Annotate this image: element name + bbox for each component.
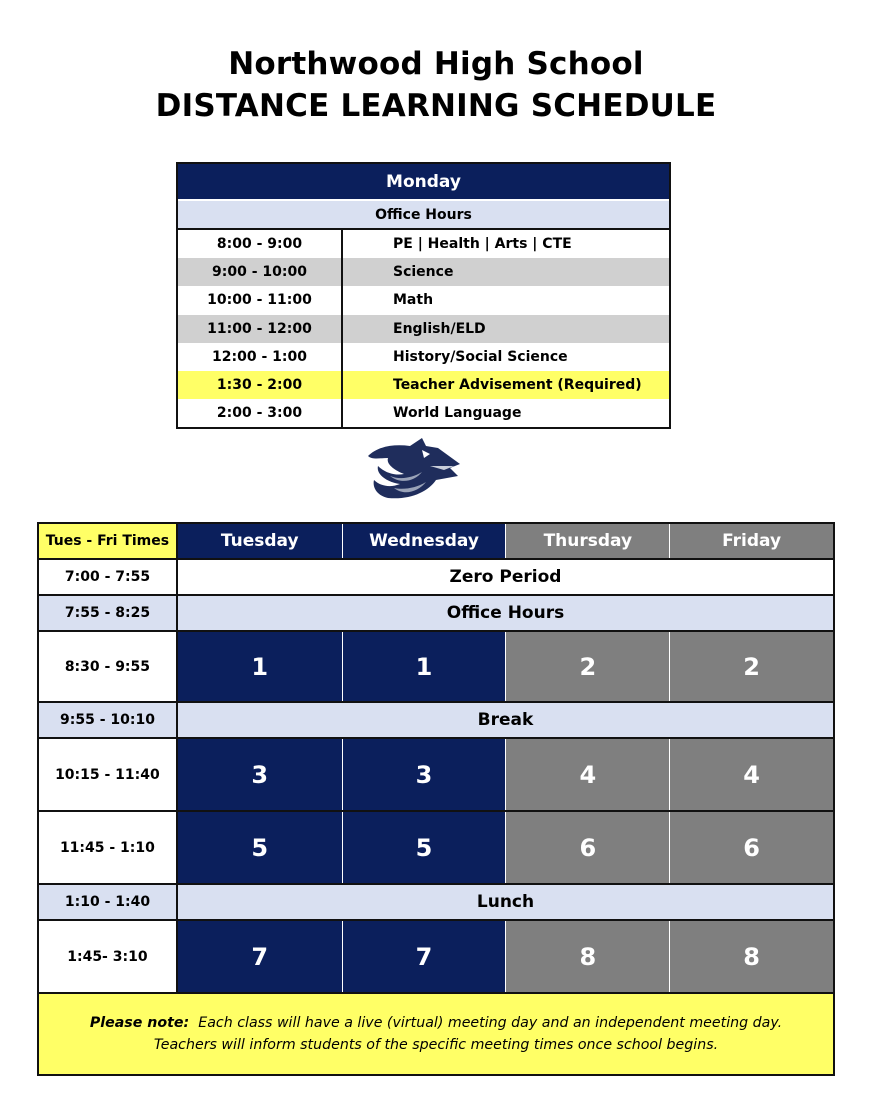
period-cell: 3 [178,739,342,810]
break: Break [178,703,833,737]
period-cell: 1 [178,632,342,701]
table-row [39,632,833,703]
day-header-wednesday: Wednesday [342,524,506,558]
zero-period: Zero Period [178,560,833,594]
time-slot: 8:30 - 9:55 [39,632,178,701]
monday-office-hours: Office Hours [178,201,669,230]
table-row [39,812,833,885]
time-slot: 7:00 - 7:55 [39,560,178,594]
wolf-head-icon [364,436,468,502]
school-name: Northwood High School [228,46,644,82]
monday-subject: Math [393,292,434,309]
monday-subject: Teacher Advisement (Required) [393,377,642,394]
monday-subject: PE | Health | Arts | CTE [393,236,572,253]
times-header: Tues - Fri Times [39,524,178,558]
table-row [39,885,833,921]
monday-row [178,286,669,314]
period-cell: 1 [342,632,506,701]
time-slot: 7:55 - 8:25 [39,596,178,630]
monday-header: Monday [178,164,669,201]
table-row [39,703,833,739]
table-row [39,560,833,596]
monday-row [178,343,669,371]
monday-subject: English/ELD [393,320,486,337]
period-cell: 2 [505,632,669,701]
table-row [39,739,833,812]
office-hours: Office Hours [178,596,833,630]
period-cell: 5 [342,812,506,883]
monday-subject: History/Social Science [393,348,568,365]
time-slot: 1:45- 3:10 [39,921,178,992]
monday-subject: Science [393,264,454,281]
period-cell: 5 [178,812,342,883]
period-cell: 6 [669,812,833,883]
weekly-header-row [39,524,833,560]
monday-row [178,258,669,286]
note-line-1 [90,1012,782,1034]
note-text-1: Each class will have a live (virtual) meeting day and an independent meeting day. [198,1015,783,1031]
monday-time: 11:00 - 12:00 [178,315,343,343]
period-cell: 4 [669,739,833,810]
weekly-schedule-table [37,522,835,1076]
monday-row [178,315,669,343]
schedule-note [39,994,833,1074]
monday-table [176,162,671,429]
monday-time: 2:00 - 3:00 [178,399,343,427]
time-slot: 10:15 - 11:40 [39,739,178,810]
period-cell: 6 [505,812,669,883]
monday-time: 12:00 - 1:00 [178,343,343,371]
time-slot: 11:45 - 1:10 [39,812,178,883]
table-row [39,921,833,994]
period-cell: 7 [342,921,506,992]
time-slot: 9:55 - 10:10 [39,703,178,737]
note-text-2: Teachers will inform students of the specific meeting times once school begins. [153,1037,719,1053]
day-header-friday: Friday [669,524,833,558]
monday-row [178,399,669,427]
day-header-thursday: Thursday [505,524,669,558]
period-cell: 3 [342,739,506,810]
day-header-tuesday: Tuesday [178,524,342,558]
period-cell: 8 [505,921,669,992]
period-cell: 4 [505,739,669,810]
monday-row [178,230,669,258]
schedule-title: DISTANCE LEARNING SCHEDULE [155,88,717,124]
table-row [39,596,833,632]
time-slot: 1:10 - 1:40 [39,885,178,919]
monday-time: 1:30 - 2:00 [178,371,343,399]
lunch: Lunch [178,885,833,919]
monday-time: 8:00 - 9:00 [178,230,343,258]
period-cell: 2 [669,632,833,701]
note-lead: Please note: [89,1015,190,1031]
monday-time: 10:00 - 11:00 [178,286,343,314]
monday-time: 9:00 - 10:00 [178,258,343,286]
period-cell: 7 [178,921,342,992]
period-cell: 8 [669,921,833,992]
monday-row [178,371,669,399]
monday-subject: World Language [393,405,522,422]
